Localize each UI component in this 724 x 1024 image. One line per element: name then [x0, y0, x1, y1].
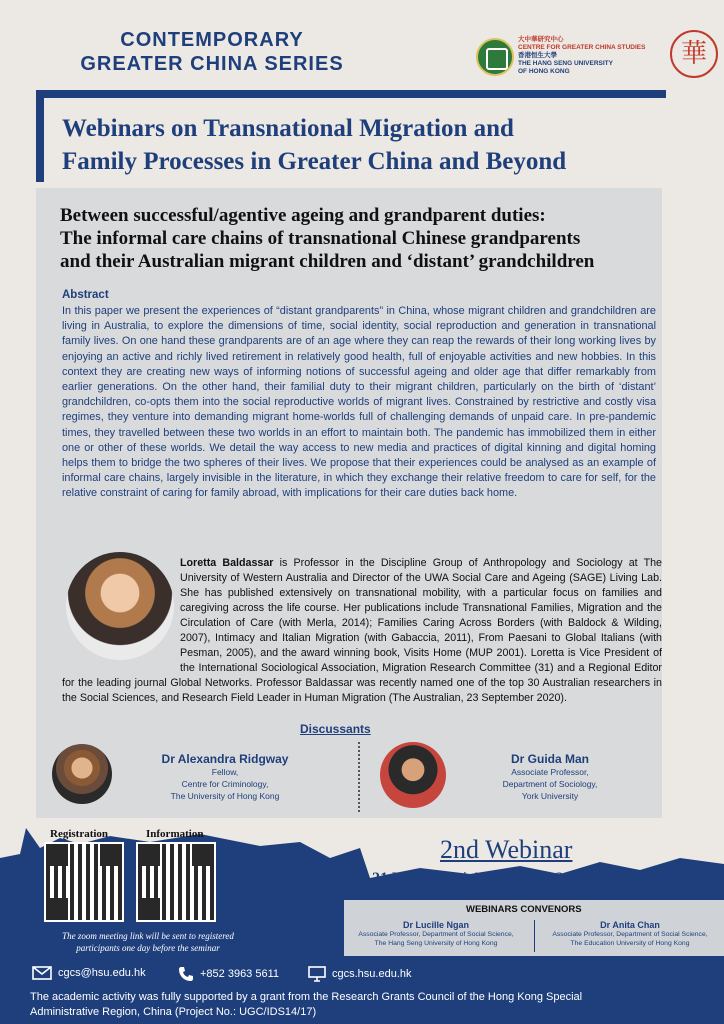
- discussant2: [480, 752, 620, 802]
- convenor2: [540, 920, 720, 948]
- talk-title: [60, 204, 660, 273]
- title-bar-side: [36, 90, 44, 182]
- logo-cn2: 香港恒生大學: [518, 52, 557, 59]
- logo-en1: CENTRE FOR GREATER CHINA STUDIES: [518, 44, 646, 51]
- email-text: cgcs@hsu.edu.hk: [58, 966, 146, 979]
- convenor2-aff2: The Education University of Hong Kong: [570, 940, 690, 947]
- talk-title-line1: Between successful/agentive ageing and grandparent duties:: [60, 205, 546, 226]
- discussant1-aff3: The University of Hong Kong: [170, 791, 280, 801]
- logo-cn: 大中華研究中心: [518, 36, 564, 43]
- series-title-line1: Webinars on Transnational Migration and: [62, 115, 514, 142]
- logo-en3: OF HONG KONG: [518, 68, 570, 75]
- hsu-emblem-icon: [476, 38, 514, 76]
- information-label: Information: [146, 828, 204, 840]
- convenor1: [346, 920, 526, 948]
- title-bar-top: [36, 90, 666, 98]
- phone-text: +852 3963 5611: [200, 967, 280, 980]
- information-qr-code[interactable]: [136, 842, 216, 922]
- speaker-name: Loretta Baldassar: [180, 557, 274, 569]
- email-icon: [32, 966, 52, 980]
- speaker-bio: [62, 556, 662, 706]
- logo-en2: THE HANG SENG UNIVERSITY: [518, 60, 613, 67]
- discussant-divider: [358, 742, 360, 812]
- website-text: cgcs.hsu.edu.hk: [332, 967, 412, 980]
- discussant2-aff3: York University: [521, 791, 579, 801]
- webinar-series-title: [62, 112, 682, 178]
- monitor-icon: [308, 966, 326, 982]
- phone-icon: [178, 966, 194, 982]
- discussant2-aff1: Associate Professor,: [511, 767, 589, 777]
- discussant1-photo: [52, 744, 112, 804]
- registration-label: Registration: [50, 828, 109, 840]
- funding-line2: Administrative Region, China (Project No.: UGC/IDS14/17): [30, 1006, 317, 1018]
- series-title: [42, 28, 382, 76]
- centre-seal-icon: 華: [670, 30, 718, 78]
- zoom-note-line1: The zoom meeting link will be sent to registered: [62, 931, 234, 941]
- series-title-line2: Family Processes in Greater China and Beyond: [62, 148, 567, 175]
- discussants-label: Discussants: [300, 722, 371, 736]
- abstract-text: In this paper we present the experiences of “distant grandparents” in China, whose migrant children and grandchildren are living in Australia, to explore the dimensions of time, social identity, social reproduction and generation in transnational family lives. On one hand these grandparents are of an age where they can reap the rewards of their long working lives by enjoying an active and richly lived retirement in relatively good health, full of enjoyable activities and new hobbies. In this context they are creating new ways of informing notions of successful ageing and older age that differ remarkably from earlier generations. On the other hand, their familial duty to their migrant children, particularly on the birth of ‘distant’ grandchildren, co-opts them into the social reproductive worlds of migrant lives. Constrained by restrictive and costly visa regimes, they venture into demanding migrant home-worlds full of challenging demands of unpaid care. In pre-pandemic times, they travelled between these two worlds in an effort to maintain both. The pandemic has immobilized them in either one or other of these worlds. We detail the way access to new media and practices of digital kinning and digital homing helps them to bridge the two spheres of their lives. We propose that their experiences could be analysed as an example of informal care chains, largely invisible in the literature, in which they exchange their relative freedom to care for self, for the relative constraint of caring for family abroad, with implications for their care duties back home.: [62, 305, 656, 500]
- abstract-label: Abstract: [62, 289, 109, 301]
- funding-line1: The academic activity was fully supported by a grant from the Research Grants Council of the Hong Kong Special: [30, 991, 583, 1003]
- convenor2-aff1: Associate Professor, Department of Social Science,: [552, 931, 708, 938]
- discussant2-photo: [380, 742, 446, 808]
- discussant1-aff1: Fellow,: [211, 767, 239, 777]
- discussant2-aff2: Department of Sociology,: [502, 779, 598, 789]
- discussant2-name: Dr Guida Man: [510, 752, 589, 766]
- series-line1: CONTEMPORARY: [120, 29, 304, 51]
- cgcs-logo: [476, 32, 656, 80]
- contact-email[interactable]: [32, 966, 146, 980]
- speaker-bio-text: is Professor in the Discipline Group of Anthropology and Sociology at The University of Western Australia and Director of the UWA Social Care and Ageing (SAGE) Living Lab. She has published extensively on transnational mobility, with a particular focus on families and caregiving across the life course. Her publications include Transnational Families, Migration and the Circulation of Care (with Merla, 2014); Families Caring Across Borders (with Baldock & Wilding, 2007), Intimacy and Italian Migration (with Gabaccia, 2011), From Paesani to Global Italians (with Pesman, 2005), and the award winning book, Visits Home (MUP 2001). Loretta is Vice President of the International Sociological Association, Migration Research Committee (31) and a Regional Editor for the leading journal Global Networks. Professor Baldassar was recently named one of the top 30 Australian researchers in the Social Sciences, and Research Field Leader in Human Migration (The Australian, 23 September 2020).: [62, 557, 663, 704]
- series-line2: GREATER CHINA SERIES: [80, 53, 344, 75]
- webinar-number: 2nd Webinar: [440, 835, 573, 864]
- convenor-divider: [534, 920, 535, 952]
- contact-phone[interactable]: [178, 966, 279, 982]
- discussant1-aff2: Centre for Criminology,: [181, 779, 269, 789]
- zoom-note: [30, 930, 266, 954]
- contact-website[interactable]: [308, 966, 412, 982]
- webinar-date: 21 May 2021 | 4:00 pm – 5:30 pm (HKT): [372, 870, 648, 887]
- convenor2-name: Dr Anita Chan: [600, 920, 660, 930]
- talk-title-line3: and their Australian migrant children and ‘distant’ grandchildren: [60, 251, 595, 272]
- convenor1-aff1: Associate Professor, Department of Social Science,: [358, 931, 514, 938]
- talk-title-line2: The informal care chains of transnational Chinese grandparents: [60, 228, 581, 249]
- convenor1-aff2: The Hang Seng University of Hong Kong: [374, 940, 498, 947]
- convenors-title: WEBINARS CONVENORS: [466, 904, 582, 915]
- zoom-note-line2: participants one day before the seminar: [76, 943, 220, 953]
- convenor1-name: Dr Lucille Ngan: [402, 920, 469, 930]
- discussant1: [140, 752, 310, 802]
- funding-note: [30, 990, 710, 1020]
- registration-qr-code[interactable]: [44, 842, 124, 922]
- discussant1-name: Dr Alexandra Ridgway: [161, 752, 289, 766]
